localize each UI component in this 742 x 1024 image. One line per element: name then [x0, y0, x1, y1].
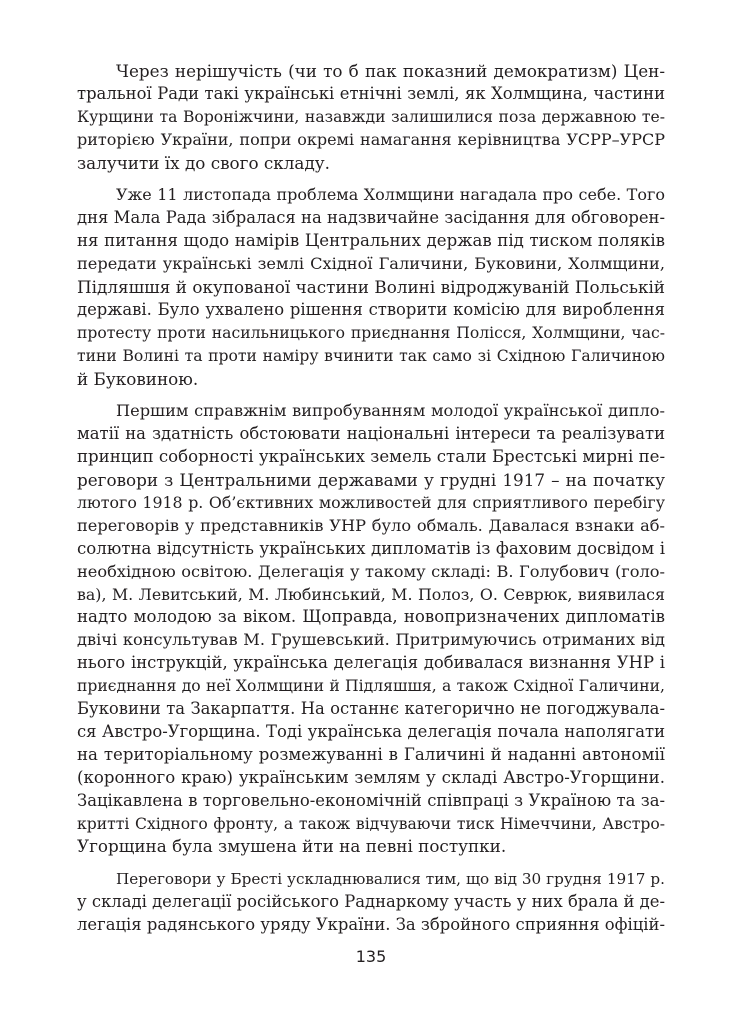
text-line: переговорів у представників УНР було обмаль. Давалася взнаки аб-	[77, 515, 665, 535]
text-line: нього інструкцій, українська делегація добивалася визнання УНР і	[77, 653, 665, 673]
text-line: тини Волині та проти наміру вчинити так само зі Східною Галичиною	[77, 346, 665, 365]
text-line: протесту проти насильницького приєднання Полісся, Холмщини, час-	[77, 323, 665, 342]
text-line: Зацікавлена в торговельно-економічній співпраці з Україною та за-	[77, 790, 665, 810]
text-line: ня питання щодо намірів Центральних держав під тиском поляків	[77, 231, 665, 251]
text-line: Угорщина була змушена йти на певні поступки.	[77, 836, 507, 857]
page-number: 135	[355, 947, 387, 966]
paragraph	[77, 400, 665, 858]
text-line: двічі консультував М. Грушевський. Притримуючись отриманих від	[77, 630, 665, 650]
text-line: у складі делегації російського Раднаркому участь у них брала й де-	[77, 892, 665, 912]
text-line: солютна відсутність українських дипломатів із фаховим досвідом і	[77, 538, 665, 558]
body-text	[77, 60, 665, 947]
text-line: приєднання до неї Холмщини й Підляшшя, а також Східної Галичини,	[77, 677, 665, 696]
text-line: Через нерішучість (чи то б пак показний демократизм) Цен-	[116, 61, 665, 81]
text-line: лютого 1918 р. Об’єктивних можливостей для сприятливого перебігу	[77, 493, 665, 513]
text-line: й Буковиною.	[77, 368, 199, 389]
text-line: надто молодою за віком. Щоправда, новопризначених дипломатів	[77, 607, 665, 627]
text-line: (коронного краю) українським землям у складі Австро-Угорщини.	[77, 767, 665, 787]
text-line: принцип соборності українських земель стали Брестські мирні пе-	[77, 447, 666, 467]
text-line: ся Австро-Угорщина. Тоді українська делегація почала наполягати	[77, 721, 665, 741]
text-line: Уже 11 листопада проблема Холмщини нагадала про себе. Того	[116, 185, 665, 205]
text-line: Переговори у Бресті ускладнювалися тим, що від 30 грудня 1917 р.	[116, 870, 665, 889]
text-line: державі. Було ухвалено рішення створити комісію для вироблення	[77, 299, 665, 319]
text-line: тральної Ради такі українські етнічні землі, як Холмщина, частини	[77, 83, 665, 103]
text-line: матії на здатність обстоювати національні інтереси та реалізувати	[77, 424, 665, 444]
paragraph	[77, 868, 665, 937]
paragraph	[77, 60, 665, 174]
text-line: Першим справжнім випробуванням молодої української дипло-	[116, 401, 665, 421]
text-line: залучити їх до свого складу.	[77, 152, 330, 173]
text-line: Підляшшя й окупованої частини Волині відроджуваній Польській	[77, 277, 665, 298]
text-line: на територіальному розмежуванні в Галичині й наданні автономії	[77, 744, 665, 764]
text-line: реговори з Центральними державами у грудні 1917 – на початку	[77, 470, 665, 491]
paragraph	[77, 184, 665, 390]
text-line: критті Східного фронту, а також відчуваючи тиск Німеччини, Австро-	[77, 814, 665, 833]
text-line: Буковини та Закарпаття. На останнє категорично не погоджувала-	[77, 699, 665, 719]
text-line: риторією України, попри окремі намагання керівництва УСРР–УРСР	[77, 129, 665, 149]
text-line: легація радянського уряду України. За збройного сприяння офіцій-	[77, 915, 665, 935]
text-line: дня Мала Рада зібралася на надзвичайне засідання для обговорен-	[77, 208, 665, 228]
text-line: необхідною освітою. Делегація у такому складі: В. Голубович (голо-	[77, 561, 665, 581]
text-line: ва), М. Левитський, М. Любинський, М. Полоз, О. Севрюк, виявилася	[77, 584, 665, 604]
text-line: передати українські землі Східної Галичини, Буковини, Холмщини,	[77, 254, 665, 274]
text-line: Курщини та Вороніжчини, назавжди залишилися поза державною те-	[77, 107, 665, 126]
